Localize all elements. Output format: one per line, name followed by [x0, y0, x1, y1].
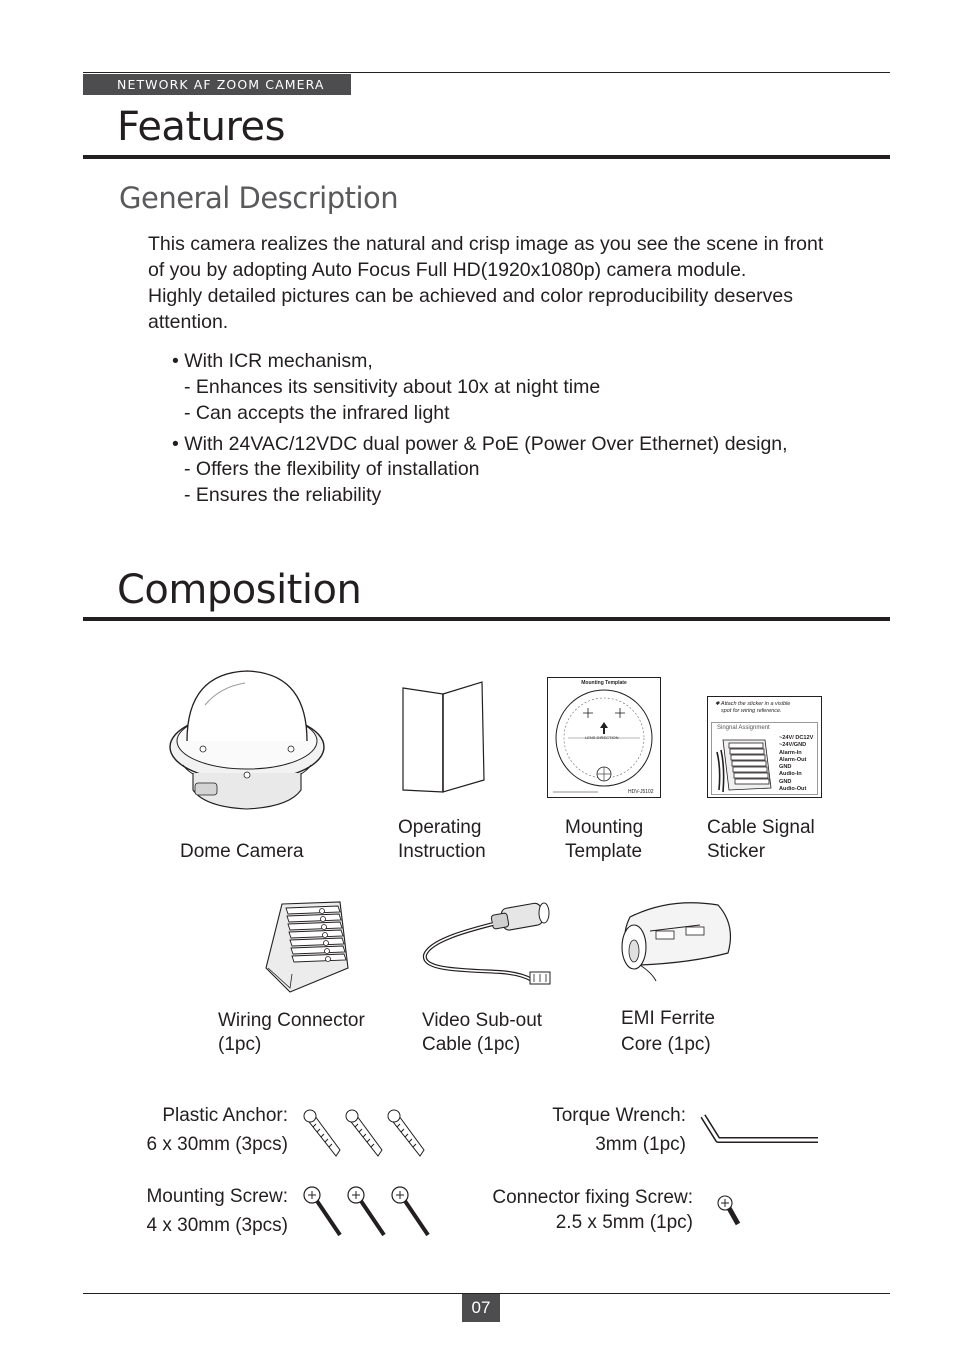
bullet-power-sub: - Ensures the reliability — [184, 484, 382, 506]
cable-sticker-image — [707, 696, 822, 798]
caption-cable-sticker: Cable Signal Sticker — [707, 817, 815, 862]
bullet-power-sub: - Offers the flexibility of installation — [184, 458, 480, 480]
top-rule — [83, 72, 890, 73]
mounting-template-image — [547, 677, 661, 798]
ferrite-core-image — [610, 895, 735, 985]
composition-rule — [83, 617, 890, 621]
sticker-signal-list: ~24V/ DC12V ~24V/GND Alarm-In Alarm-Out GND Audio-In GND Audio-Out — [779, 735, 814, 793]
description-paragraph — [148, 231, 823, 335]
caption-torque-wrench: Torque Wrench: 3mm (1pc) — [552, 1105, 686, 1155]
bullet-icr-sub: - Enhances its sensitivity about 10x at night time — [184, 376, 601, 398]
template-lens-label: LENS DIRECTION — [585, 735, 619, 740]
bullet-icr-sub: - Can accepts the infrared light — [184, 402, 450, 424]
plastic-anchor-icon — [302, 1108, 432, 1163]
dome-camera-image — [165, 665, 330, 815]
composition-title: Composition — [117, 567, 362, 613]
sticker-note: ✱ Attach the sticker in a visible spot for wiring reference. — [715, 701, 791, 714]
mounting-screw-icon — [302, 1185, 434, 1245]
torque-wrench-icon — [700, 1112, 822, 1148]
description-line: This camera realizes the natural and crisp image as you see the scene in front — [148, 233, 824, 255]
connector-screw-icon — [716, 1194, 744, 1230]
description-line: of you by adopting Auto Focus Full HD(1920x1080p) camera module. — [148, 259, 747, 281]
caption-mounting-screw: Mounting Screw: 4 x 30mm (3pcs) — [146, 1186, 288, 1236]
sticker-heading: Singnal Assignment — [717, 725, 770, 731]
caption-dome-camera: Dome Camera — [180, 841, 304, 862]
features-rule — [83, 155, 890, 159]
caption-ferrite-core: EMI Ferrite Core (1pc) — [621, 1008, 715, 1055]
description-line: attention. — [148, 311, 229, 333]
caption-wiring-connector: Wiring Connector (1pc) — [218, 1010, 365, 1055]
video-cable-image — [420, 900, 555, 990]
page-number: 07 — [462, 1294, 500, 1322]
caption-mounting-template: Mounting Template — [565, 817, 644, 862]
bullet-power: • With 24VAC/12VDC dual power & PoE (Power Over Ethernet) design, — [172, 433, 788, 455]
caption-video-cable: Video Sub-out Cable (1pc) — [422, 1010, 543, 1055]
booklet-image — [398, 680, 488, 800]
general-description-title: General Description — [119, 181, 399, 215]
features-title: Features — [117, 104, 285, 150]
template-model: HDV-J5102 — [628, 789, 654, 795]
caption-plastic-anchor: Plastic Anchor: 6 x 30mm (3pcs) — [146, 1105, 288, 1155]
description-line: Highly detailed pictures can be achieved and color reproducibility deserves — [148, 285, 793, 307]
bullet-icr: • With ICR mechanism, — [172, 350, 373, 372]
sticker-inner-box — [711, 722, 818, 795]
section-tab: NETWORK AF ZOOM CAMERA — [83, 74, 351, 95]
caption-connector-screw: Connector fixing Screw: 2.5 x 5mm (1pc) — [492, 1187, 693, 1233]
wiring-connector-image — [262, 898, 354, 996]
caption-operating-instruction: Operating Instruction — [398, 817, 486, 862]
terminal-block-icon — [715, 738, 773, 793]
template-title: Mounting Template — [581, 680, 627, 686]
